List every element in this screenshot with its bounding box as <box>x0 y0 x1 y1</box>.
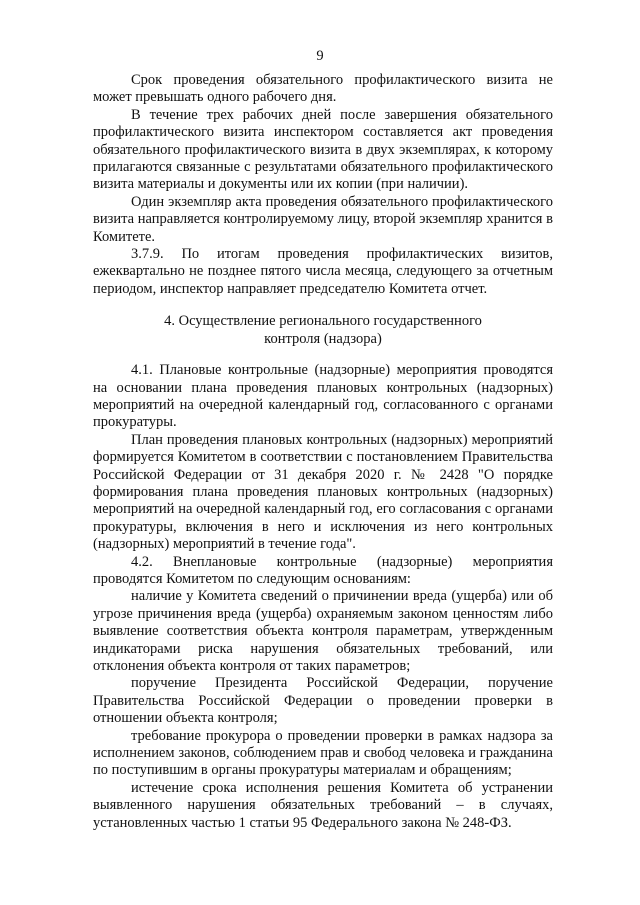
section-heading-line-2: контроля (надзора) <box>264 330 382 347</box>
page-number: 9 <box>316 48 324 64</box>
paragraph-4-1: 4.1. Плановые контрольные (надзорные) мероприятия проводятся на основании плана проведения плановых контрольных (надзорных) мероприятий на очередной календарный год, согласованного с органами прокуратуры. <box>93 362 553 431</box>
document-body <box>93 72 553 832</box>
section-heading <box>93 313 553 348</box>
paragraph-plan-formation: План проведения плановых контрольных (надзорных) мероприятий формируется Комитетом в соответствии с постановлением Правительства Российской Федерации от 31 декабря 2020 г. № 2428 "О порядке формирования плана проведения плановых контрольных (надзорных) мероприятий на очередной календарный год, его согласования с органами прокуратуры, включения в него и исключения из него контрольных (надзорных) мероприятий в течение года". <box>93 431 553 553</box>
section-heading-line-1: 4. Осуществление регионального государственного <box>164 313 482 330</box>
paragraph-visit-duration: Срок проведения обязательного профилактического визита не может превышать одного рабочего дня. <box>93 72 553 106</box>
ground-prosecutor-demand: требование прокурора о проведении проверки в рамках надзора за исполнением законов, соблюдением прав и свобод человека и гражданина по поступившим в органы прокуратуры материалам и обращениям; <box>93 727 553 779</box>
ground-president-order: поручение Президента Российской Федерации, поручение Правительства Российской Федерации о проведении проверки в отношении объекта контроля; <box>93 675 553 727</box>
paragraph-act-copies: Один экземпляр акта проведения обязательного профилактического визита направляется контролируемому лицу, второй экземпляр хранится в Комитете. <box>93 193 553 245</box>
paragraph-4-2: 4.2. Внеплановые контрольные (надзорные) мероприятия проводятся Комитетом по следующим основаниям: <box>93 553 553 587</box>
ground-decision-expiry: истечение срока исполнения решения Комитета об устранении выявленного нарушения обязательных требований – в случаях, установленных частью 1 статьи 95 Федерального закона № 248-ФЗ. <box>93 779 553 831</box>
ground-harm-information: наличие у Комитета сведений о причинении вреда (ущерба) или об угрозе причинения вреда (ущерба) охраняемым законом ценностям либо выявление соответствия объекта контроля параметрам, утвержденным индикаторами риска нарушения обязательных требований, или отклонения объекта контроля от таких параметров; <box>93 588 553 674</box>
paragraph-3-7-9: 3.7.9. По итогам проведения профилактических визитов, ежеквартально не позднее пятого числа месяца, следующего за отчетным периодом, инспектор направляет председателю Комитета отчет. <box>93 246 553 297</box>
paragraph-visit-act: В течение трех рабочих дней после завершения обязательного профилактического визита инспектором составляется акт проведения обязательного профилактического визита в двух экземплярах, к которому прилагаются связанные с результатами обязательного профилактического визита материалы и документы или их копии (при наличии). <box>93 106 553 193</box>
